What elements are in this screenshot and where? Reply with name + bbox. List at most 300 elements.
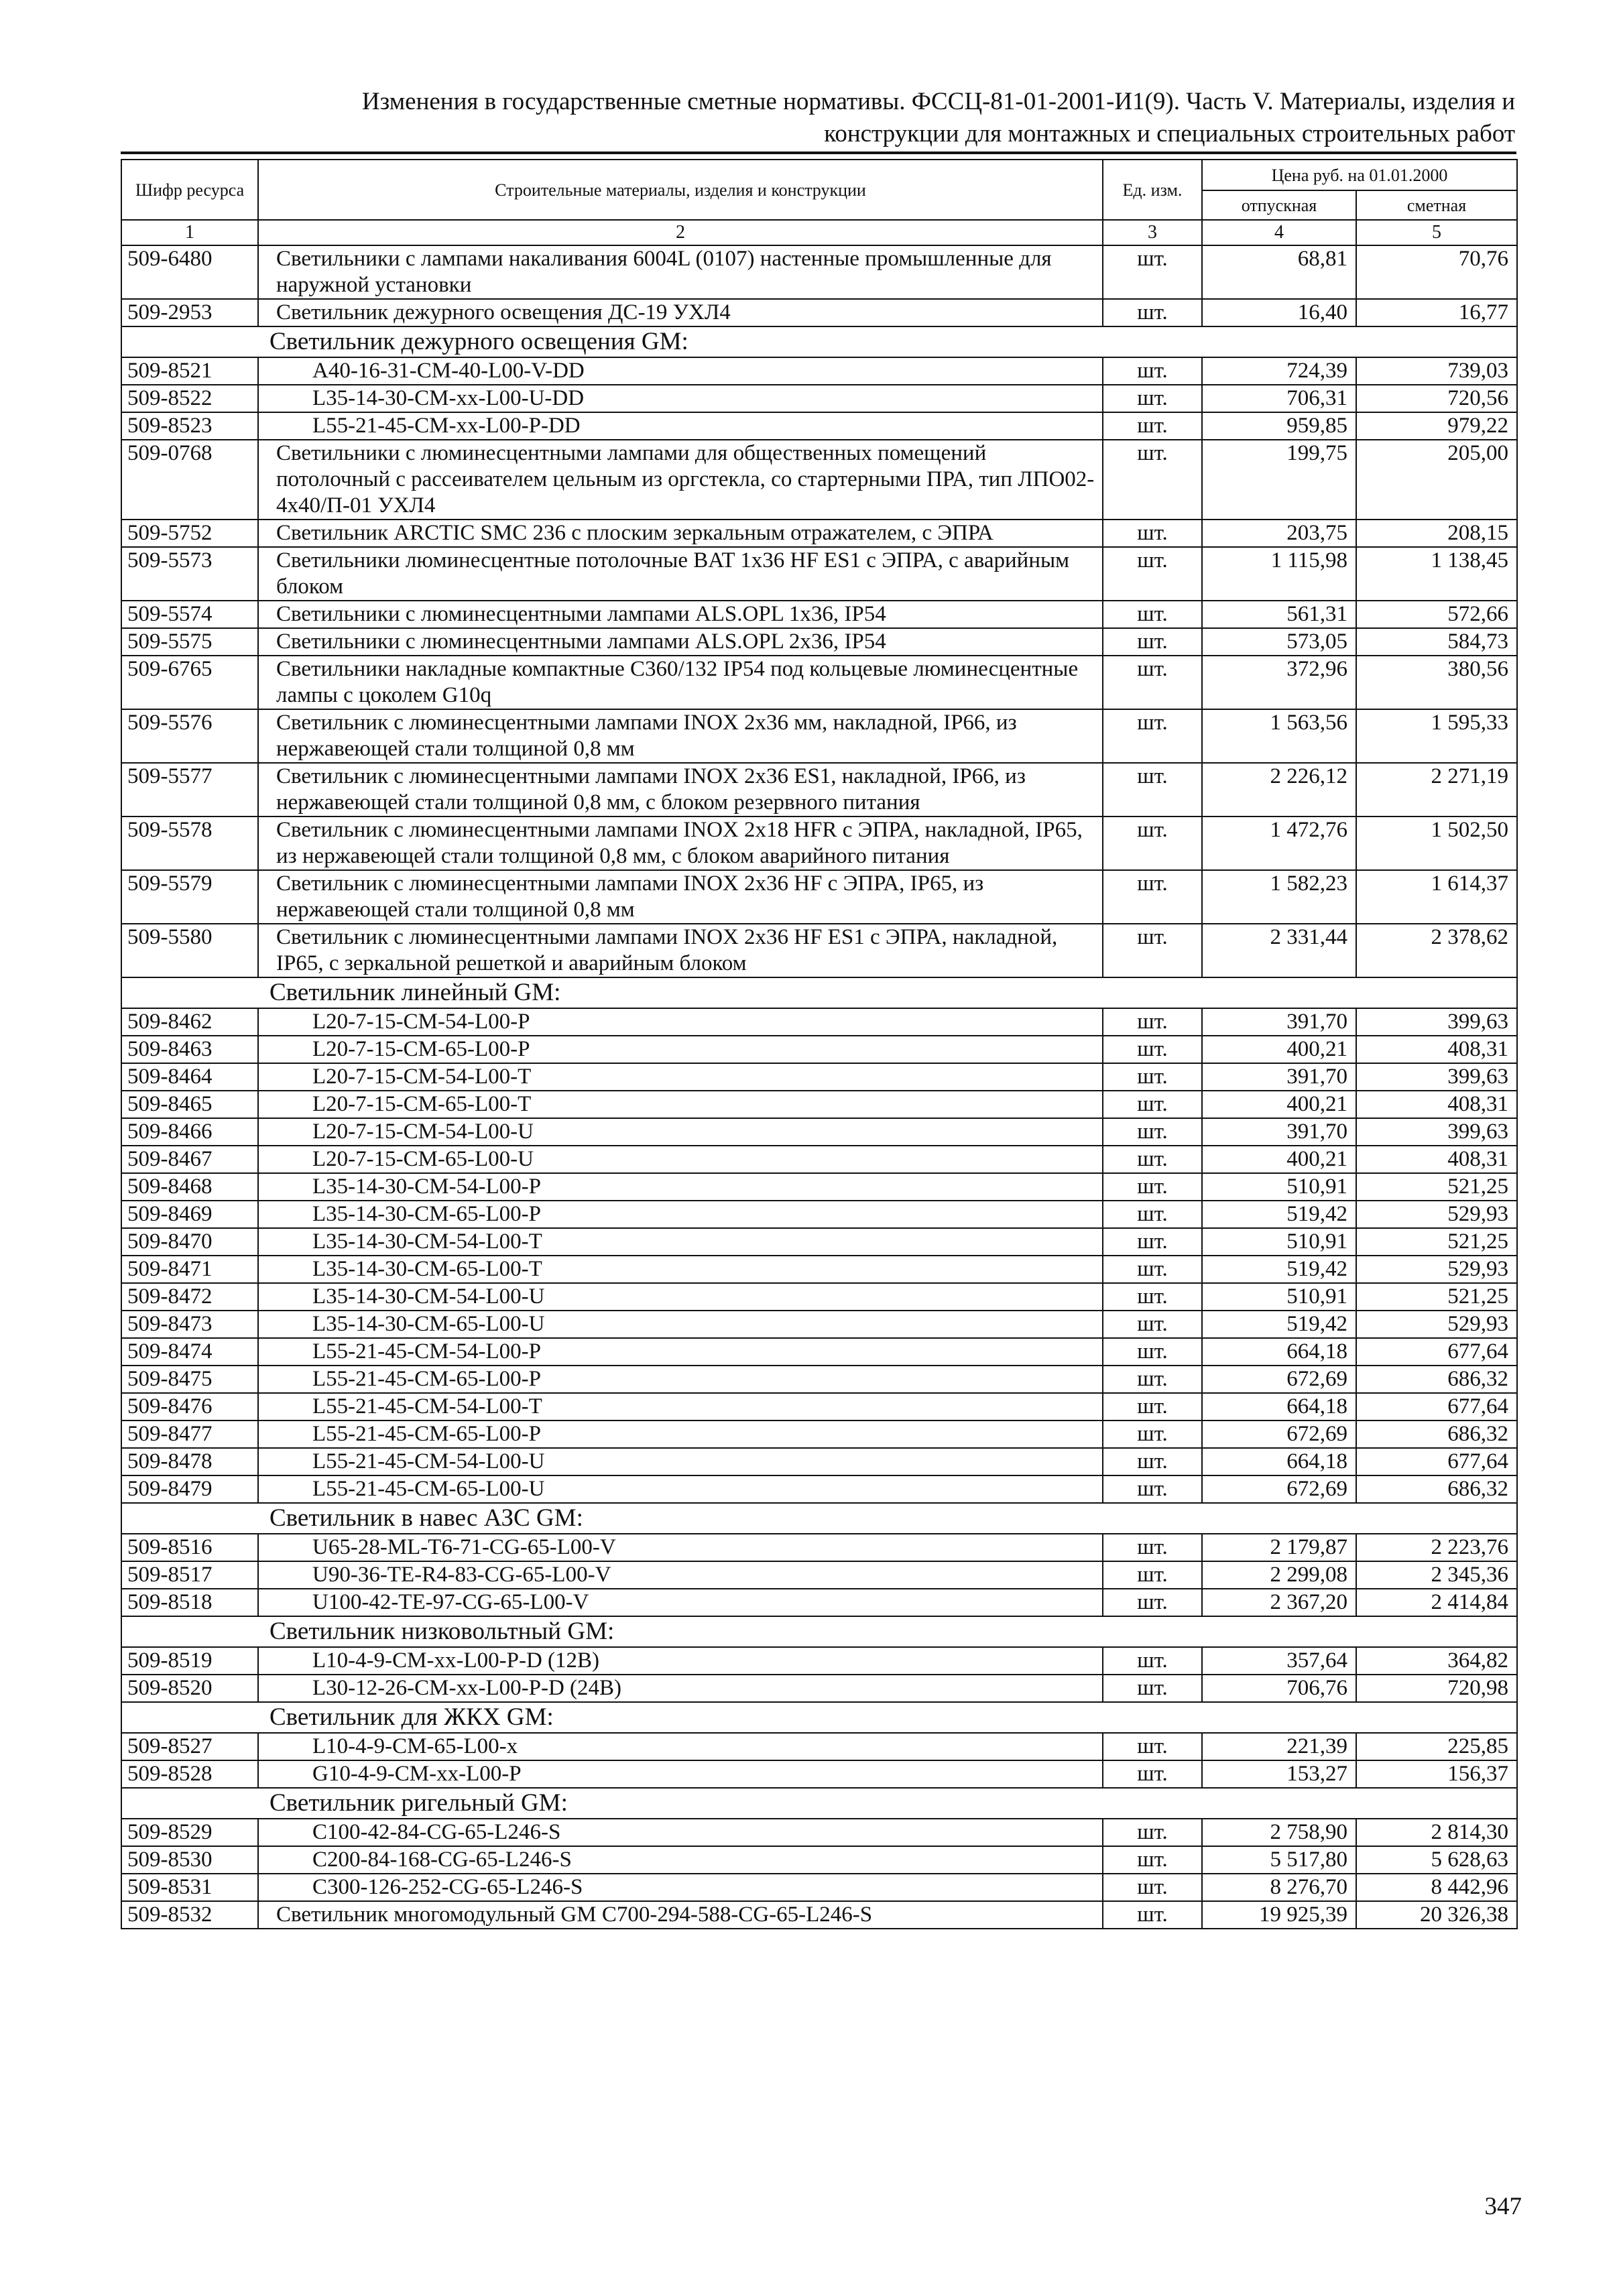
resource-code: 509-8530 (121, 1846, 258, 1874)
estimate-price: 686,32 (1356, 1421, 1517, 1448)
table-row (121, 440, 1517, 520)
table-row (121, 1008, 1517, 1036)
column-number: 5 (1356, 220, 1517, 245)
unit-cell: шт. (1103, 1589, 1202, 1616)
estimate-price: 1 138,45 (1356, 547, 1517, 601)
column-number-row (121, 220, 1517, 245)
item-name: L20-7-15-CM-54-L00-T (258, 1063, 1103, 1091)
estimate-price: 1 614,37 (1356, 870, 1517, 924)
table-row (121, 1760, 1517, 1788)
release-price: 724,39 (1202, 357, 1356, 385)
column-number: 1 (121, 220, 258, 245)
estimate-price: 399,63 (1356, 1118, 1517, 1146)
unit-cell: шт. (1103, 1173, 1202, 1201)
resource-code: 509-5579 (121, 870, 258, 924)
table-row (121, 1228, 1517, 1256)
table-row (121, 1173, 1517, 1201)
table-row (121, 1091, 1517, 1118)
resource-code: 509-5576 (121, 709, 258, 763)
running-header (121, 86, 1515, 150)
release-price: 672,69 (1202, 1475, 1356, 1503)
item-name: L35-14-30-CM-65-L00-P (258, 1201, 1103, 1228)
table-row (121, 1534, 1517, 1561)
item-name: L20-7-15-CM-65-L00-U (258, 1146, 1103, 1173)
resource-code: 509-8531 (121, 1874, 258, 1901)
release-price: 2 179,87 (1202, 1534, 1356, 1561)
resource-code: 509-8466 (121, 1118, 258, 1146)
resource-code: 509-8468 (121, 1173, 258, 1201)
estimate-price: 2 414,84 (1356, 1589, 1517, 1616)
estimate-price: 8 442,96 (1356, 1874, 1517, 1901)
estimate-price: 677,64 (1356, 1393, 1517, 1421)
col-price-group-header: Цена руб. на 01.01.2000 (1202, 160, 1517, 190)
unit-cell: шт. (1103, 709, 1202, 763)
release-price: 510,91 (1202, 1228, 1356, 1256)
item-name: L30-12-26-CM-xx-L00-P-D (24В) (258, 1675, 1103, 1702)
resource-code: 509-8473 (121, 1311, 258, 1338)
resource-code: 509-5752 (121, 520, 258, 547)
resource-code: 509-8472 (121, 1283, 258, 1311)
release-price: 199,75 (1202, 440, 1356, 520)
release-price: 372,96 (1202, 656, 1356, 709)
table-row (121, 412, 1517, 440)
item-name: L55-21-45-CM-54-L00-U (258, 1448, 1103, 1475)
item-name: A40-16-31-CM-40-L00-V-DD (258, 357, 1103, 385)
table-row (121, 1475, 1517, 1503)
table-row (121, 1393, 1517, 1421)
section-heading: Светильник для ЖКХ GM: (121, 1702, 1517, 1733)
table-row (121, 1201, 1517, 1228)
col-unit-header: Ед. изм. (1103, 160, 1202, 220)
resource-code: 509-8527 (121, 1733, 258, 1760)
unit-cell: шт. (1103, 1421, 1202, 1448)
release-price: 2 226,12 (1202, 763, 1356, 817)
table-row (121, 709, 1517, 763)
release-price: 2 299,08 (1202, 1561, 1356, 1589)
estimate-price: 529,93 (1356, 1201, 1517, 1228)
item-name: L35-14-30-CM-65-L00-U (258, 1311, 1103, 1338)
item-name: L35-14-30-CM-xx-L00-U-DD (258, 385, 1103, 412)
estimate-price: 521,25 (1356, 1228, 1517, 1256)
section-heading: Светильник низковольтный GM: (121, 1616, 1517, 1647)
table-row (121, 1647, 1517, 1675)
resource-code: 509-8474 (121, 1338, 258, 1366)
unit-cell: шт. (1103, 1283, 1202, 1311)
column-number: 3 (1103, 220, 1202, 245)
resource-code: 509-8467 (121, 1146, 258, 1173)
unit-cell: шт. (1103, 924, 1202, 977)
estimate-price: 572,66 (1356, 601, 1517, 628)
estimate-price: 979,22 (1356, 412, 1517, 440)
estimate-price: 364,82 (1356, 1647, 1517, 1675)
unit-cell: шт. (1103, 763, 1202, 817)
unit-cell: шт. (1103, 1091, 1202, 1118)
release-price: 561,31 (1202, 601, 1356, 628)
release-price: 510,91 (1202, 1173, 1356, 1201)
unit-cell: шт. (1103, 1256, 1202, 1283)
resource-code: 509-8464 (121, 1063, 258, 1091)
estimate-price: 720,56 (1356, 385, 1517, 412)
col-price-release-header: отпускная (1202, 190, 1356, 220)
resource-code: 509-8519 (121, 1647, 258, 1675)
item-name: Светильники с лампами накаливания 6004L (0107) настенные промышленные для наружной установки (258, 245, 1103, 299)
table-row (121, 520, 1517, 547)
table-row (121, 385, 1517, 412)
resource-code: 509-8471 (121, 1256, 258, 1283)
estimate-price: 2 378,62 (1356, 924, 1517, 977)
unit-cell: шт. (1103, 520, 1202, 547)
col-code-header: Шифр ресурса (121, 160, 258, 220)
table-head (121, 160, 1517, 220)
table-row (121, 628, 1517, 656)
estimate-price: 2 271,19 (1356, 763, 1517, 817)
estimate-price: 399,63 (1356, 1063, 1517, 1091)
item-name: L20-7-15-CM-54-L00-P (258, 1008, 1103, 1036)
release-price: 19 925,39 (1202, 1901, 1356, 1929)
running-header-line1: Изменения в государственные сметные нормативы. ФССЦ-81-01-2001-И1(9). Часть V. Материалы, изделия и (361, 88, 1515, 115)
resource-code: 509-5573 (121, 547, 258, 601)
table-row (121, 357, 1517, 385)
resource-code: 509-8475 (121, 1366, 258, 1393)
release-price: 2 331,44 (1202, 924, 1356, 977)
section-heading-row (121, 1702, 1517, 1733)
resource-code: 509-5580 (121, 924, 258, 977)
table-row (121, 1283, 1517, 1311)
unit-cell: шт. (1103, 1366, 1202, 1393)
release-price: 153,27 (1202, 1760, 1356, 1788)
release-price: 959,85 (1202, 412, 1356, 440)
table-row (121, 1733, 1517, 1760)
release-price: 203,75 (1202, 520, 1356, 547)
item-name: L35-14-30-CM-54-L00-P (258, 1173, 1103, 1201)
item-name: Светильник ARCTIC SMC 236 с плоским зеркальным отражателем, с ЭПРА (258, 520, 1103, 547)
unit-cell: шт. (1103, 357, 1202, 385)
estimate-price: 686,32 (1356, 1366, 1517, 1393)
table-row (121, 601, 1517, 628)
estimate-price: 720,98 (1356, 1675, 1517, 1702)
unit-cell: шт. (1103, 1118, 1202, 1146)
resource-code: 509-5578 (121, 817, 258, 870)
item-name: Светильник дежурного освещения ДС-19 УХЛ4 (258, 299, 1103, 326)
table-row (121, 1561, 1517, 1589)
table-row (121, 245, 1517, 299)
item-name: U65-28-ML-T6-71-CG-65-L00-V (258, 1534, 1103, 1561)
running-header-line2: конструкции для монтажных и специальных строительных работ (824, 120, 1515, 147)
item-name: Светильники накладные компактные C360/132 IP54 под кольцевые люминесцентные лампы с цоколем G10q (258, 656, 1103, 709)
resource-code: 509-8463 (121, 1036, 258, 1063)
estimate-price: 225,85 (1356, 1733, 1517, 1760)
unit-cell: шт. (1103, 1393, 1202, 1421)
estimate-price: 16,77 (1356, 299, 1517, 326)
section-heading: Светильник ригельный GM: (121, 1788, 1517, 1819)
item-name: L20-7-15-CM-65-L00-T (258, 1091, 1103, 1118)
item-name: L10-4-9-CM-65-L00-x (258, 1733, 1103, 1760)
item-name: L55-21-45-CM-54-L00-T (258, 1393, 1103, 1421)
unit-cell: шт. (1103, 656, 1202, 709)
release-price: 2 367,20 (1202, 1589, 1356, 1616)
release-price: 573,05 (1202, 628, 1356, 656)
estimate-price: 408,31 (1356, 1146, 1517, 1173)
estimate-price: 20 326,38 (1356, 1901, 1517, 1929)
resource-code: 509-0768 (121, 440, 258, 520)
resource-code: 509-5577 (121, 763, 258, 817)
page-number: 347 (1484, 2193, 1522, 2220)
unit-cell: шт. (1103, 628, 1202, 656)
unit-cell: шт. (1103, 1201, 1202, 1228)
item-name: Светильник с люминесцентными лампами INOX 2х36 ES1, накладной, IP66, из нержавеющей стали толщиной 0,8 мм, с блоком резервного питания (258, 763, 1103, 817)
item-name: C300-126-252-CG-65-L246-S (258, 1874, 1103, 1901)
table-row (121, 547, 1517, 601)
table-row (121, 1338, 1517, 1366)
unit-cell: шт. (1103, 1819, 1202, 1846)
table-row (121, 1846, 1517, 1874)
release-price: 5 517,80 (1202, 1846, 1356, 1874)
estimate-price: 2 814,30 (1356, 1819, 1517, 1846)
estimate-price: 686,32 (1356, 1475, 1517, 1503)
estimate-price: 5 628,63 (1356, 1846, 1517, 1874)
estimate-price: 2 223,76 (1356, 1534, 1517, 1561)
resource-code: 509-8517 (121, 1561, 258, 1589)
unit-cell: шт. (1103, 1036, 1202, 1063)
resource-code: 509-8516 (121, 1534, 258, 1561)
item-name: Светильники с люминесцентными лампами ALS.OPL 1х36, IP54 (258, 601, 1103, 628)
item-name: Светильники с люминесцентными лампами ALS.OPL 2х36, IP54 (258, 628, 1103, 656)
resource-code: 509-8528 (121, 1760, 258, 1788)
item-name: L55-21-45-CM-65-L00-U (258, 1475, 1103, 1503)
unit-cell: шт. (1103, 1874, 1202, 1901)
estimate-price: 205,00 (1356, 440, 1517, 520)
release-price: 400,21 (1202, 1036, 1356, 1063)
release-price: 706,76 (1202, 1675, 1356, 1702)
resource-code: 509-8462 (121, 1008, 258, 1036)
resource-code: 509-6480 (121, 245, 258, 299)
release-price: 391,70 (1202, 1008, 1356, 1036)
table-row (121, 1901, 1517, 1929)
unit-cell: шт. (1103, 245, 1202, 299)
estimate-price: 208,15 (1356, 520, 1517, 547)
unit-cell: шт. (1103, 1675, 1202, 1702)
column-number: 2 (258, 220, 1103, 245)
table-row (121, 1063, 1517, 1091)
estimate-price: 739,03 (1356, 357, 1517, 385)
table-row (121, 1036, 1517, 1063)
release-price: 1 563,56 (1202, 709, 1356, 763)
section-heading-row (121, 326, 1517, 357)
unit-cell: шт. (1103, 1647, 1202, 1675)
item-name: L35-14-30-CM-54-L00-U (258, 1283, 1103, 1311)
release-price: 357,64 (1202, 1647, 1356, 1675)
unit-cell: шт. (1103, 1448, 1202, 1475)
estimate-price: 2 345,36 (1356, 1561, 1517, 1589)
table-row (121, 1448, 1517, 1475)
estimate-price: 677,64 (1356, 1448, 1517, 1475)
table-row (121, 1146, 1517, 1173)
release-price: 519,42 (1202, 1256, 1356, 1283)
resource-code: 509-8532 (121, 1901, 258, 1929)
release-price: 1 582,23 (1202, 870, 1356, 924)
item-name: C200-84-168-CG-65-L246-S (258, 1846, 1103, 1874)
section-heading-row (121, 1503, 1517, 1534)
table-row (121, 299, 1517, 326)
section-heading-row (121, 1616, 1517, 1647)
unit-cell: шт. (1103, 1063, 1202, 1091)
release-price: 400,21 (1202, 1146, 1356, 1173)
resource-code: 509-2953 (121, 299, 258, 326)
unit-cell: шт. (1103, 1146, 1202, 1173)
release-price: 672,69 (1202, 1421, 1356, 1448)
unit-cell: шт. (1103, 547, 1202, 601)
header-rule (121, 152, 1516, 154)
item-name: L55-21-45-CM-54-L00-P (258, 1338, 1103, 1366)
item-name: Светильники люминесцентные потолочные BAT 1х36 HF ES1 с ЭПРА, с аварийным блоком (258, 547, 1103, 601)
resource-code: 509-8479 (121, 1475, 258, 1503)
estimate-price: 70,76 (1356, 245, 1517, 299)
item-name: Светильники с люминесцентными лампами для общественных помещений потолочный с рассеивателем цельным из оргстекла, со стартерными ПРА, тип ЛПО02-4х40/П-01 УХЛ4 (258, 440, 1103, 520)
estimate-price: 408,31 (1356, 1036, 1517, 1063)
unit-cell: шт. (1103, 1311, 1202, 1338)
table-row (121, 656, 1517, 709)
table-row (121, 870, 1517, 924)
section-heading: Светильник в навес АЗС GM: (121, 1503, 1517, 1534)
table-row (121, 763, 1517, 817)
release-price: 391,70 (1202, 1063, 1356, 1091)
item-name: L35-14-30-CM-65-L00-T (258, 1256, 1103, 1283)
unit-cell: шт. (1103, 299, 1202, 326)
release-price: 16,40 (1202, 299, 1356, 326)
release-price: 519,42 (1202, 1201, 1356, 1228)
item-name: G10-4-9-CM-xx-L00-P (258, 1760, 1103, 1788)
table-row (121, 1118, 1517, 1146)
resource-code: 509-8465 (121, 1091, 258, 1118)
section-heading: Светильник дежурного освещения GM: (121, 326, 1517, 357)
item-name: L35-14-30-CM-54-L00-T (258, 1228, 1103, 1256)
item-name: L10-4-9-CM-xx-L00-P-D (12В) (258, 1647, 1103, 1675)
estimate-price: 584,73 (1356, 628, 1517, 656)
release-price: 1 472,76 (1202, 817, 1356, 870)
price-table (121, 159, 1518, 1929)
table-row (121, 1311, 1517, 1338)
item-name: Светильник многомодульный GM C700-294-588-CG-65-L246-S (258, 1901, 1103, 1929)
estimate-price: 380,56 (1356, 656, 1517, 709)
table-row (121, 1589, 1517, 1616)
unit-cell: шт. (1103, 1846, 1202, 1874)
estimate-price: 156,37 (1356, 1760, 1517, 1788)
col-name-header: Строительные материалы, изделия и конструкции (258, 160, 1103, 220)
release-price: 391,70 (1202, 1118, 1356, 1146)
estimate-price: 529,93 (1356, 1256, 1517, 1283)
item-name: L20-7-15-CM-65-L00-P (258, 1036, 1103, 1063)
unit-cell: шт. (1103, 1228, 1202, 1256)
unit-cell: шт. (1103, 601, 1202, 628)
resource-code: 509-5575 (121, 628, 258, 656)
table-row (121, 1675, 1517, 1702)
release-price: 664,18 (1202, 1448, 1356, 1475)
release-price: 8 276,70 (1202, 1874, 1356, 1901)
section-heading-row (121, 977, 1517, 1008)
table-body (121, 220, 1517, 1929)
unit-cell: шт. (1103, 817, 1202, 870)
estimate-price: 1 502,50 (1356, 817, 1517, 870)
table-row (121, 817, 1517, 870)
unit-cell: шт. (1103, 385, 1202, 412)
unit-cell: шт. (1103, 1733, 1202, 1760)
estimate-price: 521,25 (1356, 1173, 1517, 1201)
unit-cell: шт. (1103, 1901, 1202, 1929)
resource-code: 509-8478 (121, 1448, 258, 1475)
release-price: 1 115,98 (1202, 547, 1356, 601)
item-name: L55-21-45-CM-65-L00-P (258, 1421, 1103, 1448)
table-row (121, 1874, 1517, 1901)
release-price: 221,39 (1202, 1733, 1356, 1760)
unit-cell: шт. (1103, 1475, 1202, 1503)
item-name: U90-36-TE-R4-83-CG-65-L00-V (258, 1561, 1103, 1589)
unit-cell: шт. (1103, 440, 1202, 520)
item-name: Светильник с люминесцентными лампами INOX 2х36 HF с ЭПРА, IP65, из нержавеющей стали толщиной 0,8 мм (258, 870, 1103, 924)
release-price: 706,31 (1202, 385, 1356, 412)
estimate-price: 1 595,33 (1356, 709, 1517, 763)
col-price-estimate-header: сметная (1356, 190, 1517, 220)
release-price: 672,69 (1202, 1366, 1356, 1393)
estimate-price: 408,31 (1356, 1091, 1517, 1118)
resource-code: 509-5574 (121, 601, 258, 628)
resource-code: 509-8477 (121, 1421, 258, 1448)
item-name: Светильник с люминесцентными лампами INOX 2х36 HF ES1 с ЭПРА, накладной, IP65, с зеркальной решеткой и аварийным блоком (258, 924, 1103, 977)
table-row (121, 1819, 1517, 1846)
item-name: Светильник с люминесцентными лампами INOX 2х18 HFR с ЭПРА, накладной, IP65, из нержавеющей стали толщиной 0,8 мм, с блоком аварийного питания (258, 817, 1103, 870)
resource-code: 509-8523 (121, 412, 258, 440)
resource-code: 509-8470 (121, 1228, 258, 1256)
item-name: L55-21-45-CM-xx-L00-P-DD (258, 412, 1103, 440)
table-row (121, 1366, 1517, 1393)
column-number: 4 (1202, 220, 1356, 245)
resource-code: 509-8520 (121, 1675, 258, 1702)
release-price: 664,18 (1202, 1393, 1356, 1421)
resource-code: 509-8522 (121, 385, 258, 412)
unit-cell: шт. (1103, 1561, 1202, 1589)
resource-code: 509-8521 (121, 357, 258, 385)
resource-code: 509-6765 (121, 656, 258, 709)
unit-cell: шт. (1103, 1760, 1202, 1788)
unit-cell: шт. (1103, 1534, 1202, 1561)
table-row (121, 1421, 1517, 1448)
item-name: L20-7-15-CM-54-L00-U (258, 1118, 1103, 1146)
estimate-price: 529,93 (1356, 1311, 1517, 1338)
table-row (121, 924, 1517, 977)
unit-cell: шт. (1103, 412, 1202, 440)
resource-code: 509-8469 (121, 1201, 258, 1228)
release-price: 519,42 (1202, 1311, 1356, 1338)
table-row (121, 1256, 1517, 1283)
estimate-price: 677,64 (1356, 1338, 1517, 1366)
release-price: 2 758,90 (1202, 1819, 1356, 1846)
release-price: 68,81 (1202, 245, 1356, 299)
unit-cell: шт. (1103, 1008, 1202, 1036)
item-name: U100-42-TE-97-CG-65-L00-V (258, 1589, 1103, 1616)
estimate-price: 399,63 (1356, 1008, 1517, 1036)
item-name: Светильник с люминесцентными лампами INOX 2х36 мм, накладной, IP66, из нержавеющей стали толщиной 0,8 мм (258, 709, 1103, 763)
unit-cell: шт. (1103, 870, 1202, 924)
unit-cell: шт. (1103, 1338, 1202, 1366)
release-price: 400,21 (1202, 1091, 1356, 1118)
section-heading-row (121, 1788, 1517, 1819)
item-name: C100-42-84-CG-65-L246-S (258, 1819, 1103, 1846)
section-heading: Светильник линейный GM: (121, 977, 1517, 1008)
estimate-price: 521,25 (1356, 1283, 1517, 1311)
resource-code: 509-8476 (121, 1393, 258, 1421)
resource-code: 509-8518 (121, 1589, 258, 1616)
release-price: 510,91 (1202, 1283, 1356, 1311)
resource-code: 509-8529 (121, 1819, 258, 1846)
